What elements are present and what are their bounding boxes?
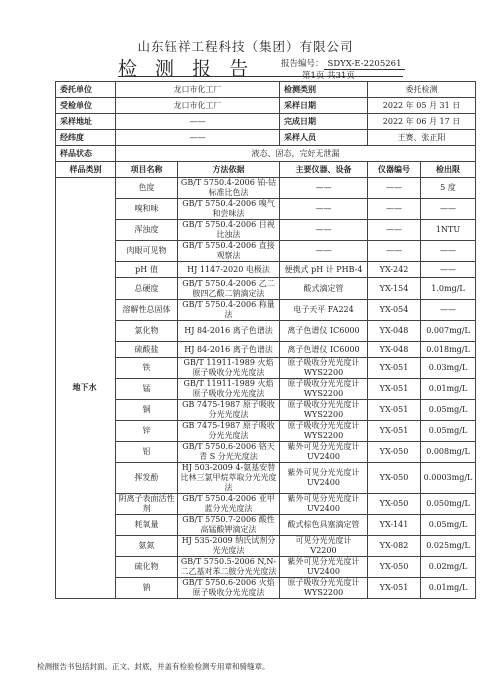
table-row (56, 442, 476, 463)
method-cell: GB/T 5750.7-2006 酸性高锰酸钾滴定法 (178, 515, 280, 536)
instrument-no-cell: YX-154 (368, 278, 421, 300)
item-name-cell: 浑浊度 (116, 220, 178, 241)
item-name-cell: 钠 (116, 578, 178, 599)
detection-limit-cell: 0.03mg/L (421, 358, 476, 379)
address-value: —— (116, 114, 280, 130)
detection-limit-cell: 0.05mg/L (421, 515, 476, 536)
item-name-cell: 氨氮 (116, 536, 178, 557)
client-label: 委托单位 (56, 82, 116, 98)
detection-limit-cell: 0.05mg/L (421, 400, 476, 421)
equipment-cell: 紫外可见分光光度计 UV2400 (280, 557, 368, 578)
table-row (56, 515, 476, 536)
detection-limit-cell: —— (421, 300, 476, 321)
equipment-cell: 紫外可见分光光度计 UV2400 (280, 463, 368, 494)
method-cell: GB/T 11911-1989 火焰原子吸收分光光度法 (178, 379, 280, 400)
equipment-cell: 离子色谱仪 IC6000 (280, 321, 368, 342)
receiver-value: 龙口市化工厂 (116, 98, 280, 114)
method-cell: GB/T 5750.4-2006 目视比浊法 (178, 220, 280, 241)
method-cell: HJ 84-2016 离子色谱法 (178, 321, 280, 342)
col-header-detection-limit: 检出限 (421, 162, 476, 178)
instrument-no-cell: YX-050 (368, 463, 421, 494)
detection-limit-cell: 0.01mg/L (421, 379, 476, 400)
table-row (56, 494, 476, 515)
equipment-cell: —— (280, 241, 368, 262)
item-name-cell: 总硬度 (116, 278, 178, 300)
method-cell: GB/T 5750.6-2006 火焰原子吸收分光光度法 (178, 578, 280, 599)
finish-date-label: 完成日期 (280, 114, 368, 130)
sample-date-value: 2022 年 05 月 31 日 (368, 98, 476, 114)
instrument-no-cell: YX-051 (368, 379, 421, 400)
table-row (56, 278, 476, 300)
item-name-cell: 色度 (116, 178, 178, 199)
lonlat-label: 经纬度 (56, 130, 116, 146)
detection-limit-cell: 5 度 (421, 178, 476, 199)
item-name-cell: 铜 (116, 400, 178, 421)
receiver-label: 受检单位 (56, 98, 116, 114)
item-name-cell: 阴离子表面活性剂 (116, 494, 178, 515)
equipment-cell: 原子吸收分光光度计 WYS2200 (280, 379, 368, 400)
item-name-cell: 锌 (116, 421, 178, 442)
equipment-cell: 酸式滴定管 (280, 278, 368, 300)
table-row (56, 178, 476, 199)
equipment-cell: 离子色谱仪 IC6000 (280, 342, 368, 358)
col-header-equipment: 主要仪器、设备 (280, 162, 368, 178)
item-name-cell: pH 值 (116, 262, 178, 278)
table-row (56, 241, 476, 262)
instrument-no-cell: YX-051 (368, 578, 421, 599)
test-type-value: 委托检测 (368, 82, 476, 98)
table-row (56, 262, 476, 278)
instrument-no-cell: YX-051 (368, 358, 421, 379)
method-cell: HJ 84-2016 离子色谱法 (178, 342, 280, 358)
equipment-cell: —— (280, 199, 368, 220)
report-table (55, 81, 476, 599)
detection-limit-cell: —— (421, 262, 476, 278)
report-title: 检 测 报 告 (118, 58, 255, 80)
method-cell: HJ 503-2009 4-氨基安替比林三氯甲烷萃取分光光度法 (178, 463, 280, 494)
item-name-cell: 嗅和味 (116, 199, 178, 220)
footer-note: 检测报告书包括封面、正文、封底，并盖有检验检测专用章和骑缝章。 (37, 662, 270, 671)
col-header-category: 样品类别 (56, 162, 116, 178)
detection-limit-cell: 0.008mg/L (421, 442, 476, 463)
item-name-cell: 锰 (116, 379, 178, 400)
equipment-cell: 酸式棕色具塞滴定管 (280, 515, 368, 536)
col-header-instrument-no: 仪器编号 (368, 162, 421, 178)
method-cell: GB/T 11911-1989 火焰原子吸收分光光度法 (178, 358, 280, 379)
method-cell: GB/T 5750.4-2006 铂-钴标准比色法 (178, 178, 280, 199)
page-info: 第1页 共31页 (302, 71, 355, 81)
equipment-cell: 电子天平 FA224 (280, 300, 368, 321)
sampler-value: 王赛、张正阳 (368, 130, 476, 146)
equipment-cell: 原子吸收分光光度计 WYS2200 (280, 400, 368, 421)
detection-limit-cell: 0.0003mg/L (421, 463, 476, 494)
table-row (56, 557, 476, 578)
method-cell: GB/T 5750.4-2006 称量法 (178, 300, 280, 321)
equipment-cell: 紫外可见分光光度计 UV2400 (280, 442, 368, 463)
detection-limit-cell: 0.050mg/L (421, 494, 476, 515)
method-cell: GB/T 5750.4-2006 直接观察法 (178, 241, 280, 262)
detection-limit-cell: 0.025mg/L (421, 536, 476, 557)
col-header-method: 方法依据 (178, 162, 280, 178)
detection-limit-cell: 0.01mg/L (421, 578, 476, 599)
report-number-value: SDYX-E-2205261 (324, 59, 406, 70)
instrument-no-cell: YX-051 (368, 421, 421, 442)
instrument-no-cell: YX-141 (368, 515, 421, 536)
instrument-no-cell: YX-048 (368, 342, 421, 358)
detection-limit-cell: 1.0mg/L (421, 278, 476, 300)
item-name-cell: 氯化物 (116, 321, 178, 342)
method-cell: HJ 1147-2020 电极法 (178, 262, 280, 278)
address-label: 采样地址 (56, 114, 116, 130)
equipment-cell: 紫外可见分光光度计 UV2400 (280, 494, 368, 515)
instrument-no-cell: YX-048 (368, 321, 421, 342)
instrument-no-cell: —— (368, 220, 421, 241)
client-value: 龙口市化工厂 (116, 82, 280, 98)
detection-limit-cell: 0.007mg/L (421, 321, 476, 342)
equipment-cell: 便携式 pH 计 PHB-4 (280, 262, 368, 278)
table-row (56, 463, 476, 494)
item-name-cell: 肉眼可见物 (116, 241, 178, 262)
equipment-cell: —— (280, 178, 368, 199)
method-cell: GB 7475-1987 原子吸收分光光度法 (178, 400, 280, 421)
instrument-no-cell: YX-082 (368, 536, 421, 557)
method-cell: GB/T 5750.4-2006 嗅气和尝味法 (178, 199, 280, 220)
detection-limit-cell: —— (421, 241, 476, 262)
table-row (56, 400, 476, 421)
detection-limit-cell: —— (421, 199, 476, 220)
report-number-label: 报告编号： (281, 59, 324, 69)
instrument-no-cell: YX-242 (368, 262, 421, 278)
equipment-cell: 可见分光光度计 V2200 (280, 536, 368, 557)
sample-category: 地下水 (56, 178, 116, 599)
item-name-cell: 溶解性总固体 (116, 300, 178, 321)
table-row (56, 199, 476, 220)
instrument-no-cell: YX-054 (368, 300, 421, 321)
instrument-no-cell: —— (368, 178, 421, 199)
instrument-no-cell: —— (368, 241, 421, 262)
detection-limit-cell: 1NTU (421, 220, 476, 241)
table-row (56, 421, 476, 442)
item-name-cell: 铁 (116, 358, 178, 379)
table-row (56, 300, 476, 321)
method-cell: GB/T 5750.5-2006 N,N-二乙基对苯二胺分光光度法 (178, 557, 280, 578)
item-name-cell: 硫酸盐 (116, 342, 178, 358)
instrument-no-cell: YX-050 (368, 494, 421, 515)
table-row (56, 342, 476, 358)
sample-date-label: 采样日期 (280, 98, 368, 114)
lonlat-value: —— (116, 130, 280, 146)
report-number (281, 57, 405, 69)
company-name: 山东钰祥工程科技（集团）有限公司 (137, 39, 354, 54)
col-header-item: 项目名称 (116, 162, 178, 178)
table-row (56, 578, 476, 599)
instrument-no-cell: YX-051 (368, 400, 421, 421)
instrument-no-cell: YX-050 (368, 557, 421, 578)
status-value: 液态、固态，完好无泄漏 (116, 146, 476, 162)
equipment-cell: 原子吸收分光光度计 WYS2200 (280, 578, 368, 599)
method-cell: GB 7475-1987 原子吸收分光光度法 (178, 421, 280, 442)
test-type-label: 检测类别 (280, 82, 368, 98)
detection-limit-cell: 0.05mg/L (421, 421, 476, 442)
equipment-cell: —— (280, 220, 368, 241)
table-row (56, 220, 476, 241)
item-name-cell: 铝 (116, 442, 178, 463)
method-cell: GB/T 5750.4-2006 乙二胺四乙酸二钠滴定法 (178, 278, 280, 300)
table-row (56, 321, 476, 342)
equipment-cell: 原子吸收分光光度计 WYS2200 (280, 358, 368, 379)
title-rule (118, 76, 403, 77)
status-label: 样品状态 (56, 146, 116, 162)
instrument-no-cell: —— (368, 199, 421, 220)
equipment-cell: 原子吸收分光光度计 WYS2200 (280, 421, 368, 442)
detection-limit-cell: 0.018mg/L (421, 342, 476, 358)
item-name-cell: 耗氧量 (116, 515, 178, 536)
finish-date-value: 2022 年 06 月 17 日 (368, 114, 476, 130)
table-row (56, 358, 476, 379)
method-cell: HJ 535-2009 纳氏试剂分光光度法 (178, 536, 280, 557)
detection-limit-cell: 0.02mg/L (421, 557, 476, 578)
item-name-cell: 挥发酚 (116, 463, 178, 494)
table-row (56, 536, 476, 557)
method-cell: GB/T 5750.6-2006 铬天青 S 分光光度法 (178, 442, 280, 463)
table-row (56, 379, 476, 400)
sampler-label: 采样人员 (280, 130, 368, 146)
item-name-cell: 硫化物 (116, 557, 178, 578)
method-cell: GB/T 5750.4-2006 亚甲蓝分光光度法 (178, 494, 280, 515)
instrument-no-cell: YX-050 (368, 442, 421, 463)
